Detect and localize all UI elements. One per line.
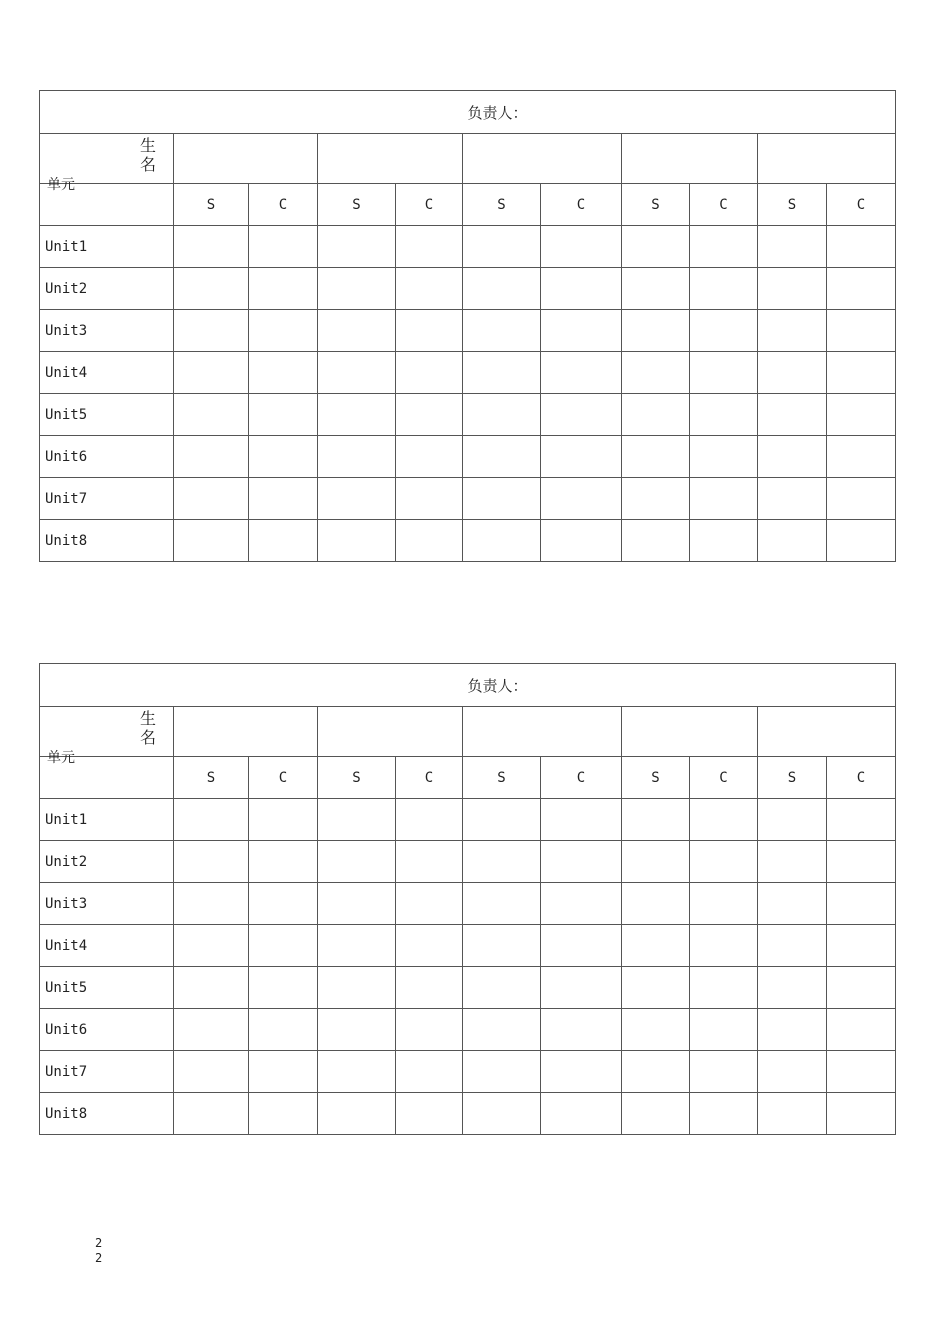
score-cell[interactable] (249, 925, 318, 967)
table-row (40, 268, 896, 310)
sub-header-cell: S (318, 184, 396, 226)
score-cell[interactable] (758, 394, 827, 436)
unit-label: Unit2 (40, 268, 174, 310)
score-cell[interactable] (827, 520, 896, 562)
table-row (40, 1093, 896, 1135)
score-cell[interactable] (827, 1093, 896, 1135)
score-cell[interactable] (174, 436, 249, 478)
table-row (40, 436, 896, 478)
corner-header-cell (40, 134, 174, 193)
score-cell[interactable] (690, 436, 758, 478)
score-cell[interactable] (396, 478, 463, 520)
score-cell[interactable] (541, 268, 622, 310)
score-cell[interactable] (463, 310, 541, 352)
table-row (40, 1009, 896, 1051)
score-cell[interactable] (396, 883, 463, 925)
sub-header-cell: S (622, 757, 690, 799)
score-cell[interactable] (758, 436, 827, 478)
score-cell[interactable] (541, 799, 622, 841)
score-cell[interactable] (690, 1093, 758, 1135)
score-cell[interactable] (690, 799, 758, 841)
score-cell[interactable] (622, 1093, 690, 1135)
score-cell[interactable] (396, 967, 463, 1009)
score-cell[interactable] (174, 1009, 249, 1051)
score-cell[interactable] (827, 436, 896, 478)
score-cell[interactable] (690, 226, 758, 268)
score-cell[interactable] (758, 520, 827, 562)
score-cell[interactable] (174, 352, 249, 394)
unit-label: Unit7 (40, 1051, 174, 1093)
score-cell[interactable] (249, 268, 318, 310)
table-row (40, 883, 896, 925)
score-cell[interactable] (541, 478, 622, 520)
score-cell[interactable] (541, 1009, 622, 1051)
score-cell[interactable] (463, 799, 541, 841)
attendance-table (39, 663, 896, 1135)
score-cell[interactable] (174, 226, 249, 268)
score-cell[interactable] (463, 226, 541, 268)
sub-header-cell: S (622, 184, 690, 226)
score-cell[interactable] (463, 436, 541, 478)
score-cell[interactable] (758, 1093, 827, 1135)
unit-label: Unit5 (40, 394, 174, 436)
score-cell[interactable] (827, 310, 896, 352)
score-cell[interactable] (318, 1009, 396, 1051)
score-cell[interactable] (622, 436, 690, 478)
score-cell[interactable] (622, 1009, 690, 1051)
score-cell[interactable] (827, 967, 896, 1009)
score-cell[interactable] (758, 799, 827, 841)
score-cell[interactable] (827, 352, 896, 394)
corner-header-student-name: 生名 (139, 136, 156, 174)
sub-header-cell: S (463, 757, 541, 799)
score-cell[interactable] (249, 1009, 318, 1051)
score-cell[interactable] (827, 841, 896, 883)
sub-header-cell: C (396, 757, 463, 799)
score-cell[interactable] (827, 268, 896, 310)
corner-header-student-name: 生名 (139, 709, 156, 747)
score-cell[interactable] (690, 1009, 758, 1051)
sub-header-cell: C (249, 184, 318, 226)
score-cell[interactable] (396, 436, 463, 478)
score-cell[interactable] (249, 478, 318, 520)
student-name-cell[interactable] (174, 134, 318, 184)
corner-header-unit: 单元 (47, 177, 75, 193)
score-cell[interactable] (622, 520, 690, 562)
score-cell[interactable] (541, 226, 622, 268)
score-cell[interactable] (622, 268, 690, 310)
page-number: 2 2 (95, 1236, 103, 1265)
score-cell[interactable] (541, 310, 622, 352)
score-cell[interactable] (318, 841, 396, 883)
student-name-cell[interactable] (174, 707, 318, 757)
score-cell[interactable] (174, 1093, 249, 1135)
score-cell[interactable] (463, 1009, 541, 1051)
table-row (40, 226, 896, 268)
unit-label: Unit3 (40, 310, 174, 352)
unit-label: Unit7 (40, 478, 174, 520)
score-cell[interactable] (758, 925, 827, 967)
score-cell[interactable] (249, 967, 318, 1009)
score-cell[interactable] (249, 520, 318, 562)
corner-header-unit: 单元 (47, 750, 75, 766)
responsible-person-title: 负责人： (40, 664, 896, 707)
score-cell[interactable] (318, 268, 396, 310)
score-cell[interactable] (541, 352, 622, 394)
score-cell[interactable] (249, 436, 318, 478)
score-cell[interactable] (318, 310, 396, 352)
score-cell[interactable] (690, 925, 758, 967)
student-name-cell[interactable] (463, 707, 622, 757)
score-cell[interactable] (690, 883, 758, 925)
student-name-cell[interactable] (318, 134, 463, 184)
score-cell[interactable] (541, 394, 622, 436)
student-name-cell[interactable] (758, 707, 896, 757)
student-name-cell[interactable] (622, 707, 758, 757)
score-cell[interactable] (827, 799, 896, 841)
score-cell[interactable] (622, 883, 690, 925)
score-cell[interactable] (249, 799, 318, 841)
score-cell[interactable] (318, 967, 396, 1009)
score-cell[interactable] (827, 478, 896, 520)
score-cell[interactable] (463, 268, 541, 310)
sub-header-cell: S (174, 184, 249, 226)
sub-header-cell: C (690, 184, 758, 226)
score-cell[interactable] (690, 520, 758, 562)
score-cell[interactable] (463, 925, 541, 967)
score-cell[interactable] (690, 394, 758, 436)
unit-label: Unit4 (40, 352, 174, 394)
score-cell[interactable] (396, 268, 463, 310)
score-cell[interactable] (318, 520, 396, 562)
score-cell[interactable] (622, 394, 690, 436)
unit-label: Unit1 (40, 226, 174, 268)
score-cell[interactable] (318, 226, 396, 268)
score-cell[interactable] (758, 841, 827, 883)
score-cell[interactable] (622, 226, 690, 268)
score-cell[interactable] (622, 352, 690, 394)
unit-label: Unit3 (40, 883, 174, 925)
score-cell[interactable] (690, 967, 758, 1009)
score-cell[interactable] (622, 799, 690, 841)
score-cell[interactable] (758, 1009, 827, 1051)
score-cell[interactable] (463, 352, 541, 394)
score-cell[interactable] (396, 352, 463, 394)
sub-header-cell: S (318, 757, 396, 799)
score-cell[interactable] (541, 967, 622, 1009)
score-cell[interactable] (758, 310, 827, 352)
score-cell[interactable] (249, 310, 318, 352)
score-cell[interactable] (463, 478, 541, 520)
score-cell[interactable] (622, 1051, 690, 1093)
sub-header-cell: S (174, 757, 249, 799)
sub-header-cell: S (463, 184, 541, 226)
score-cell[interactable] (249, 226, 318, 268)
score-cell[interactable] (174, 520, 249, 562)
score-cell[interactable] (174, 967, 249, 1009)
score-cell[interactable] (318, 1051, 396, 1093)
sub-header-cell: C (690, 757, 758, 799)
score-cell[interactable] (463, 1051, 541, 1093)
responsible-person-title: 负责人： (40, 91, 896, 134)
sub-header-cell: C (827, 184, 896, 226)
score-cell[interactable] (827, 925, 896, 967)
score-cell[interactable] (690, 352, 758, 394)
score-cell[interactable] (396, 841, 463, 883)
score-cell[interactable] (463, 883, 541, 925)
score-cell[interactable] (318, 436, 396, 478)
score-cell[interactable] (249, 394, 318, 436)
sub-header-cell: C (249, 757, 318, 799)
score-cell[interactable] (758, 226, 827, 268)
table-row (40, 394, 896, 436)
score-cell[interactable] (174, 925, 249, 967)
unit-label: Unit2 (40, 841, 174, 883)
score-cell[interactable] (174, 310, 249, 352)
score-cell[interactable] (174, 268, 249, 310)
sub-header-cell: S (758, 757, 827, 799)
table-row (40, 841, 896, 883)
score-cell[interactable] (541, 1093, 622, 1135)
score-cell[interactable] (622, 841, 690, 883)
score-cell[interactable] (174, 799, 249, 841)
score-cell[interactable] (318, 883, 396, 925)
unit-label: Unit6 (40, 436, 174, 478)
score-cell[interactable] (622, 310, 690, 352)
score-cell[interactable] (249, 841, 318, 883)
score-cell[interactable] (174, 841, 249, 883)
score-cell[interactable] (318, 478, 396, 520)
score-cell[interactable] (396, 799, 463, 841)
score-cell[interactable] (396, 1093, 463, 1135)
score-cell[interactable] (463, 841, 541, 883)
score-cell[interactable] (318, 394, 396, 436)
student-name-cell[interactable] (758, 134, 896, 184)
score-cell[interactable] (827, 1009, 896, 1051)
table-row (40, 352, 896, 394)
score-cell[interactable] (541, 436, 622, 478)
score-cell[interactable] (758, 883, 827, 925)
score-cell[interactable] (174, 883, 249, 925)
student-name-cell[interactable] (318, 707, 463, 757)
table-row (40, 310, 896, 352)
sub-header-cell: C (541, 757, 622, 799)
score-cell[interactable] (249, 1051, 318, 1093)
sub-header-cell: C (541, 184, 622, 226)
corner-header-cell (40, 707, 174, 766)
score-cell[interactable] (690, 268, 758, 310)
table-row (40, 967, 896, 1009)
student-name-cell[interactable] (463, 134, 622, 184)
score-cell[interactable] (318, 799, 396, 841)
score-cell[interactable] (249, 883, 318, 925)
score-cell[interactable] (827, 226, 896, 268)
score-cell[interactable] (396, 226, 463, 268)
score-cell[interactable] (541, 520, 622, 562)
score-cell[interactable] (541, 1051, 622, 1093)
score-cell[interactable] (690, 841, 758, 883)
score-cell[interactable] (318, 1093, 396, 1135)
score-cell[interactable] (758, 478, 827, 520)
sub-header-cell: S (758, 184, 827, 226)
score-cell[interactable] (463, 520, 541, 562)
unit-label: Unit1 (40, 799, 174, 841)
sub-header-cell: C (396, 184, 463, 226)
score-cell[interactable] (758, 1051, 827, 1093)
score-cell[interactable] (396, 1051, 463, 1093)
score-cell[interactable] (827, 883, 896, 925)
score-cell[interactable] (396, 394, 463, 436)
table-row (40, 799, 896, 841)
score-cell[interactable] (622, 925, 690, 967)
score-cell[interactable] (827, 1051, 896, 1093)
score-cell[interactable] (690, 310, 758, 352)
score-cell[interactable] (318, 352, 396, 394)
score-cell[interactable] (622, 967, 690, 1009)
student-name-cell[interactable] (622, 134, 758, 184)
table-row (40, 925, 896, 967)
attendance-table (39, 90, 896, 562)
unit-label: Unit8 (40, 520, 174, 562)
score-cell[interactable] (622, 478, 690, 520)
score-cell[interactable] (174, 478, 249, 520)
score-cell[interactable] (541, 841, 622, 883)
table-row (40, 1051, 896, 1093)
score-cell[interactable] (463, 1093, 541, 1135)
unit-label: Unit8 (40, 1093, 174, 1135)
table-row (40, 478, 896, 520)
score-cell[interactable] (396, 310, 463, 352)
score-cell[interactable] (758, 268, 827, 310)
score-cell[interactable] (249, 1093, 318, 1135)
table-row (40, 520, 896, 562)
score-cell[interactable] (396, 1009, 463, 1051)
score-cell[interactable] (463, 967, 541, 1009)
unit-label: Unit4 (40, 925, 174, 967)
score-cell[interactable] (758, 967, 827, 1009)
unit-label: Unit5 (40, 967, 174, 1009)
score-cell[interactable] (174, 1051, 249, 1093)
score-cell[interactable] (396, 925, 463, 967)
score-cell[interactable] (758, 352, 827, 394)
score-cell[interactable] (690, 478, 758, 520)
score-cell[interactable] (541, 883, 622, 925)
score-cell[interactable] (541, 925, 622, 967)
score-cell[interactable] (690, 1051, 758, 1093)
score-cell[interactable] (827, 394, 896, 436)
unit-label: Unit6 (40, 1009, 174, 1051)
score-cell[interactable] (463, 394, 541, 436)
score-cell[interactable] (318, 925, 396, 967)
sub-header-cell: C (827, 757, 896, 799)
score-cell[interactable] (249, 352, 318, 394)
score-cell[interactable] (174, 394, 249, 436)
score-cell[interactable] (396, 520, 463, 562)
